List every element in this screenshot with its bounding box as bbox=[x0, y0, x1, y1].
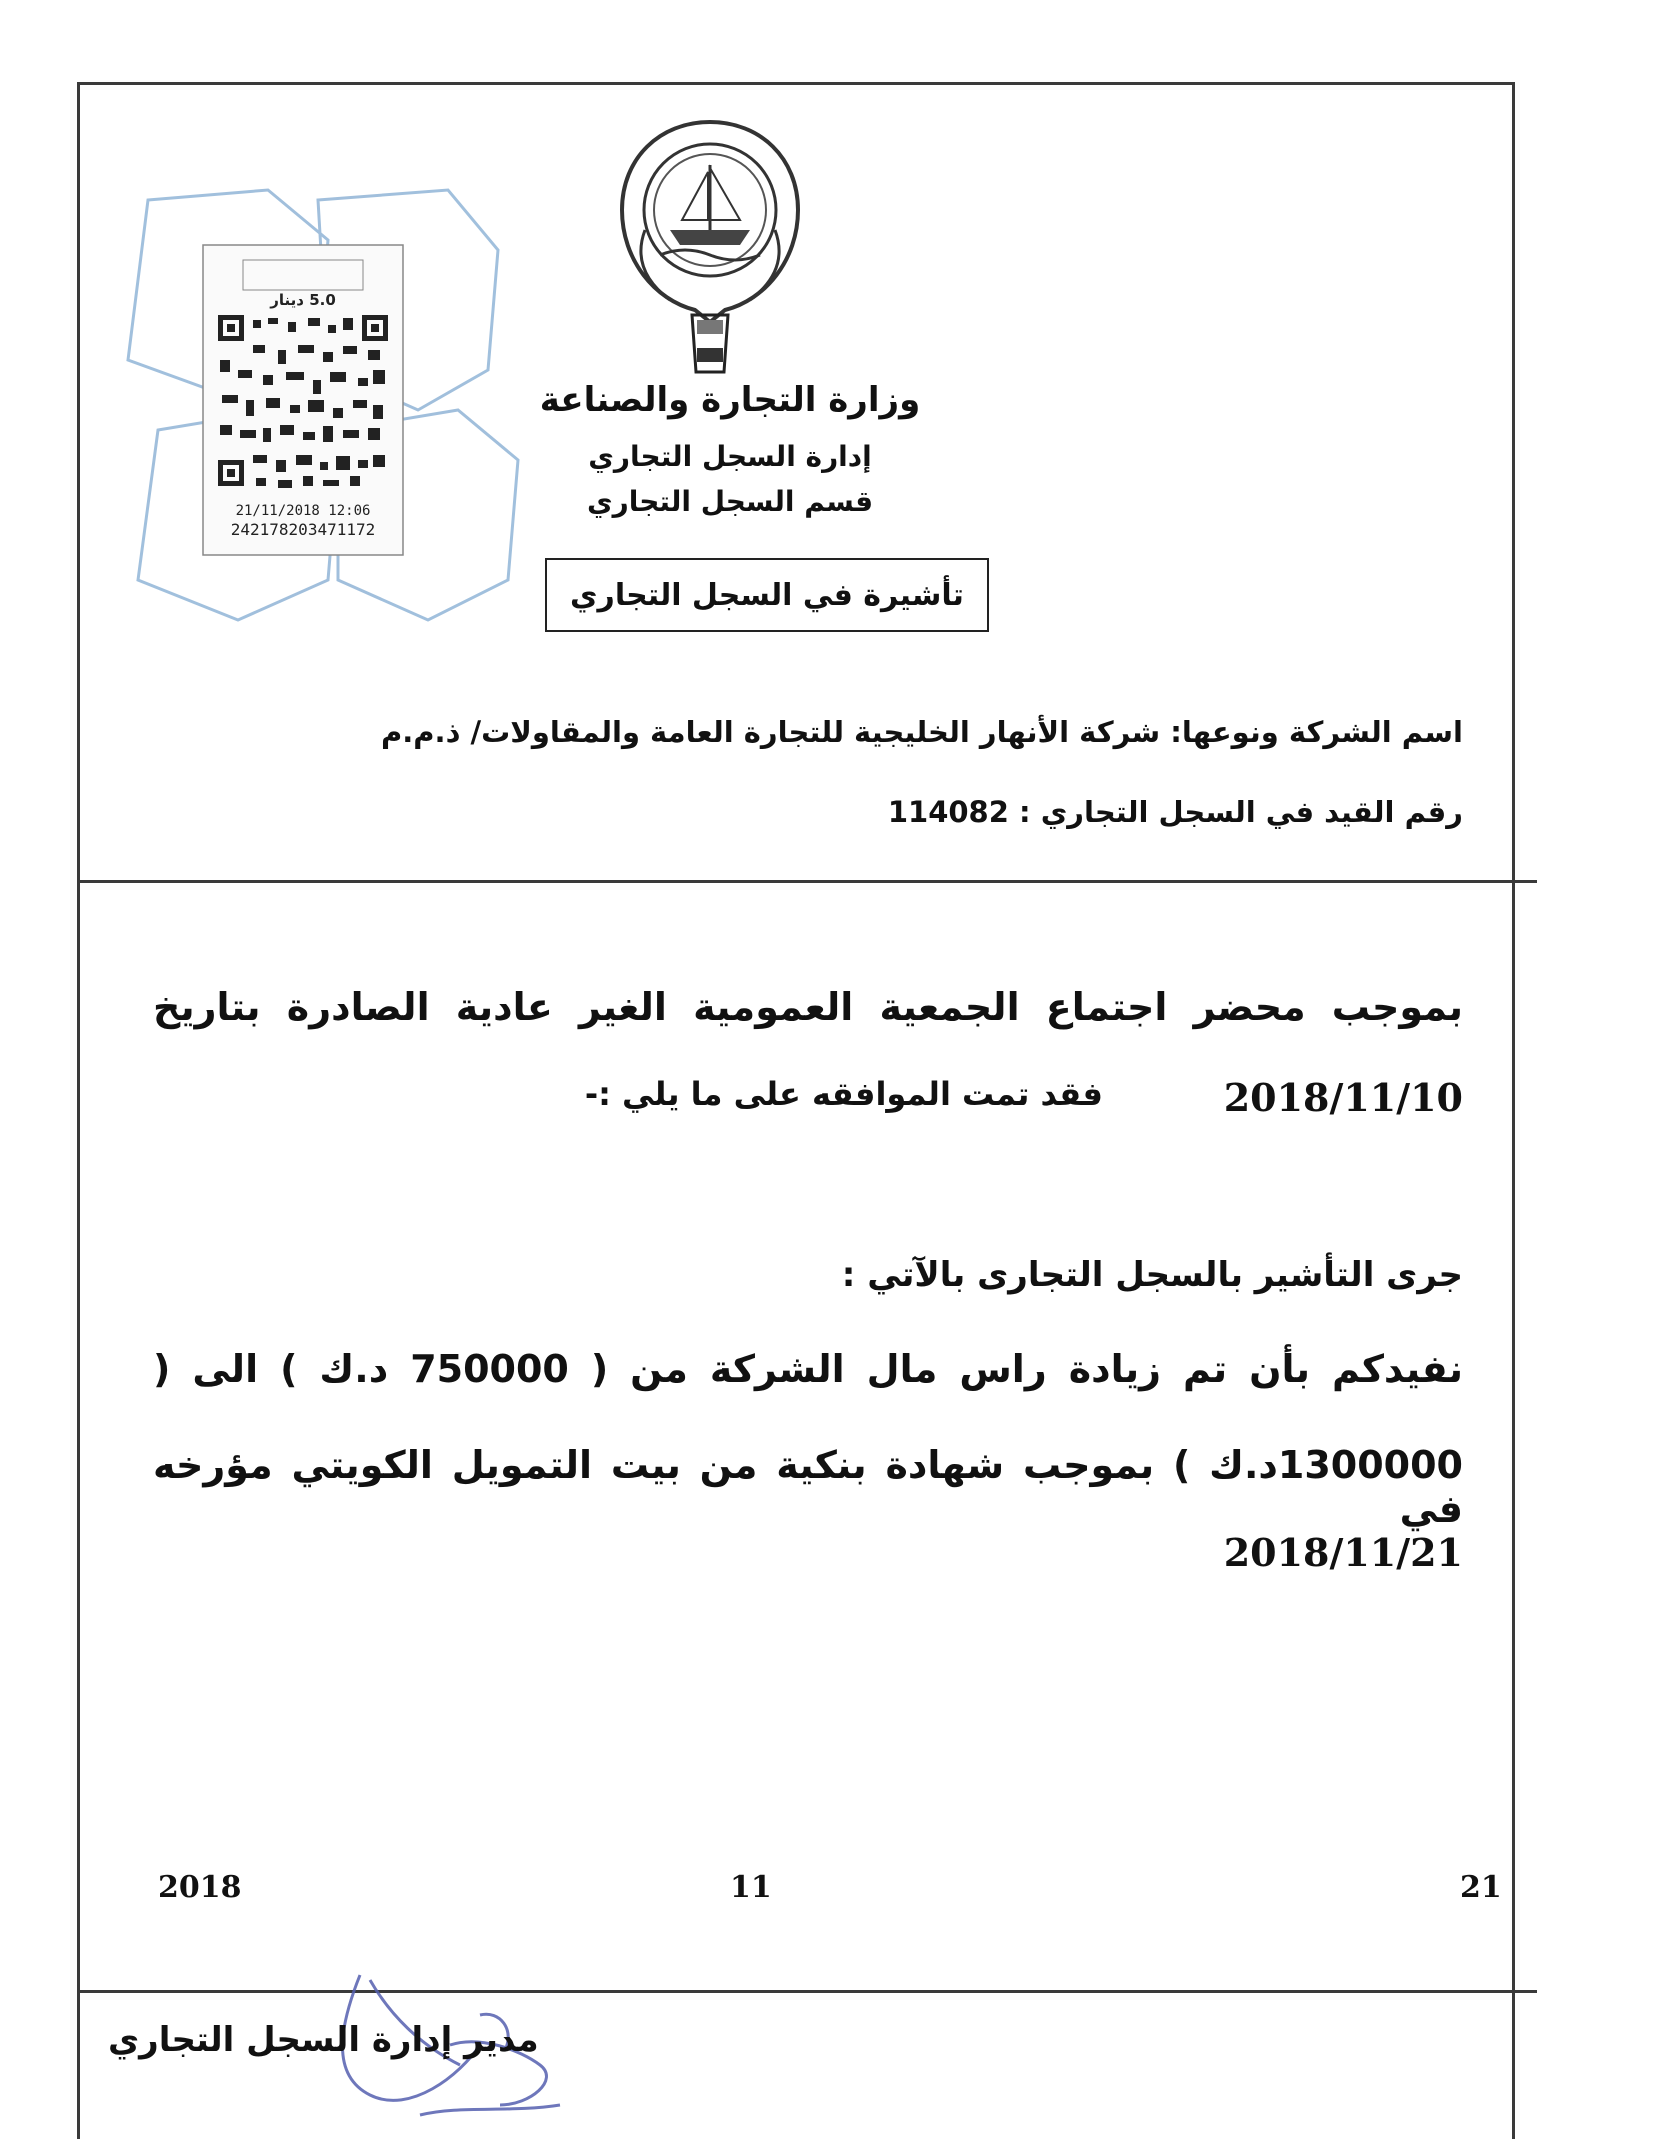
stamp-serial: 242178203471172 bbox=[230, 520, 376, 539]
frame-top-border bbox=[77, 82, 1515, 85]
section-name: قسم السجل التجاري bbox=[586, 485, 874, 518]
capital-increase-line-1: نفيدكم بأن تم زيادة راس مال الشركة من ( 750000 د.ك ) الى ( bbox=[153, 1347, 1464, 1391]
document-title bbox=[545, 558, 989, 632]
stamp-datetime: 21/11/2018 12:06 bbox=[235, 503, 371, 519]
meeting-date: 2018/11/10 bbox=[1223, 1075, 1463, 1120]
footer-date-day: 21 bbox=[1460, 1870, 1502, 1905]
stamp-value: 5.0 دينار bbox=[270, 291, 336, 309]
capital-increase-line-2: 1300000د.ك ) بموجب شهادة بنكية من بيت التمويل الكويتي مؤرخه في bbox=[153, 1443, 1463, 1531]
manager-title: مدير إدارة السجل التجاري bbox=[108, 2020, 539, 2060]
header-divider bbox=[77, 880, 1537, 883]
bank-certificate-date: 2018/11/21 bbox=[1223, 1530, 1463, 1575]
frame-left-border bbox=[77, 82, 80, 2139]
company-name-line: اسم الشركة ونوعها: شركة الأنهار الخليجية للتجارة العامة والمقاولات/ ذ.م.م bbox=[381, 715, 1463, 749]
kuwait-emblem-icon bbox=[600, 110, 820, 380]
approval-text: فقد تمت الموافقه على ما يلي :- bbox=[584, 1075, 1103, 1113]
frame-right-border bbox=[1512, 82, 1515, 2139]
registration-number-line: رقم القيد في السجل التجاري : 114082 bbox=[887, 795, 1463, 829]
annotation-heading: جرى التأشير بالسجل التجارى بالآتي : bbox=[841, 1255, 1463, 1295]
footer-divider bbox=[77, 1990, 1537, 1993]
revenue-stamp bbox=[118, 160, 538, 630]
meeting-paragraph: بموجب محضر اجتماع الجمعية العمومية الغير عادية الصادرة بتاريخ bbox=[153, 985, 1463, 1029]
ministry-name: وزارة التجارة والصناعة bbox=[539, 380, 921, 420]
department-name: إدارة السجل التجاري bbox=[588, 440, 872, 473]
footer-date-month: 11 bbox=[730, 1870, 772, 1905]
document-title-text: تأشيرة في السجل التجاري bbox=[570, 577, 964, 613]
footer-date-year: 2018 bbox=[158, 1870, 242, 1905]
